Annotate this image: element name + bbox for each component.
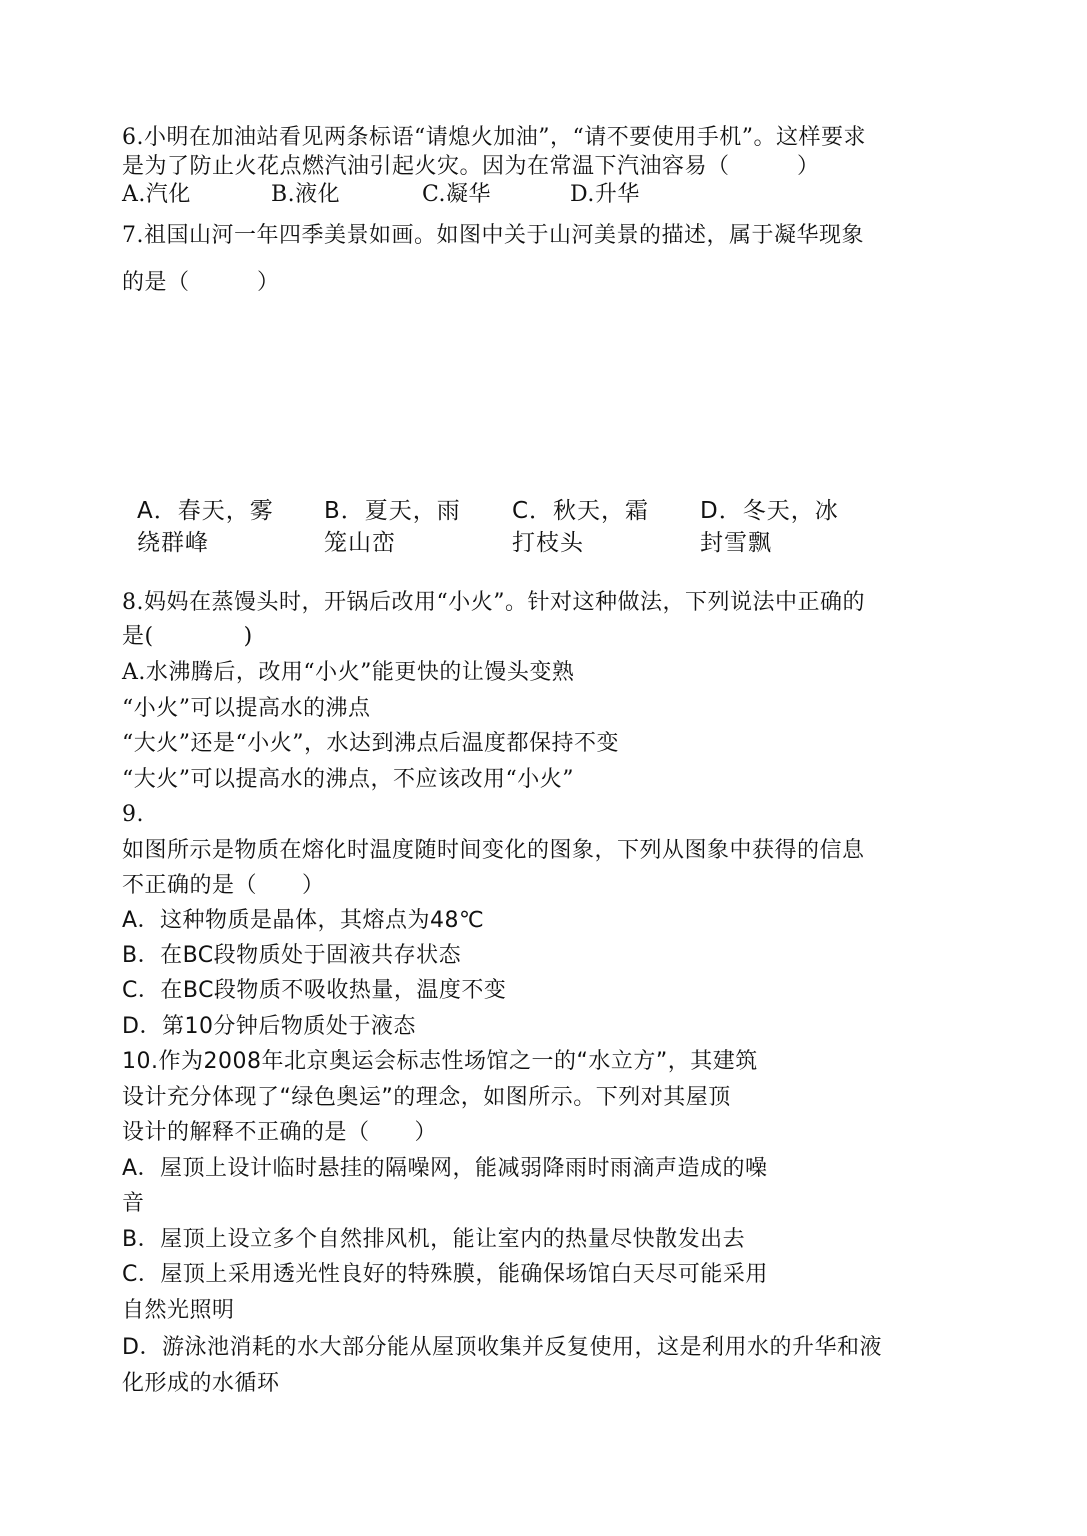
q8-stem-line2: 是( ) — [122, 624, 253, 649]
q8-option-b: “小火”可以提高水的沸点 — [122, 696, 371, 721]
q9-option-c: C．在BC段物质不吸收热量，温度不变 — [122, 978, 507, 1003]
q10-stem-line1: 10.作为2008年北京奥运会标志性场馆之一的“水立方”，其建筑 — [122, 1049, 758, 1074]
q10-stem-line3: 设计的解释不正确的是（ ） — [122, 1120, 438, 1145]
q9-option-b: B．在BC段物质处于固液共存状态 — [122, 943, 462, 968]
q6-option-a: A.汽化 — [122, 182, 191, 207]
q7-stem-line2: 的是（ ） — [122, 270, 280, 295]
q10-option-b: B．屋顶上设立多个自然排风机，能让室内的热量尽快散发出去 — [122, 1227, 746, 1252]
q9-number: 9. — [122, 802, 144, 827]
q9-stem-line1: 如图所示是物质在熔化时温度随时间变化的图象，下列从图象中获得的信息 — [122, 838, 865, 863]
q7-option-b-line2: 笼山峦 — [324, 530, 396, 556]
q10-option-d-line1: D．游泳池消耗的水大部分能从屋顶收集并反复使用，这是利用水的升华和液 — [122, 1335, 882, 1360]
q7-option-b-line1: B．夏天，雨 — [324, 498, 461, 524]
q10-stem-line2: 设计充分体现了“绿色奥运”的理念，如图所示。下列对其屋顶 — [122, 1085, 731, 1110]
q6-option-b: B.液化 — [271, 182, 341, 207]
q8-option-a: A.水沸腾后，改用“小火”能更快的让馒头变熟 — [122, 660, 575, 685]
q8-option-c: “大火”还是“小火”，水达到沸点后温度都保持不变 — [122, 731, 619, 756]
q7-option-d-line1: D．冬天，冰 — [700, 498, 839, 524]
q10-option-c-line1: C．屋顶上采用透光性良好的特殊膜，能确保场馆白天尽可能采用 — [122, 1262, 768, 1287]
q7-figure-area — [122, 300, 942, 490]
q9-option-a: A．这种物质是晶体，其熔点为48℃ — [122, 908, 485, 933]
q7-option-a-line2: 绕群峰 — [137, 530, 209, 556]
q6-stem-line2: 是为了防止火花点燃汽油引起火灾。因为在常温下汽油容易（ ） — [122, 154, 820, 179]
q6-option-c: C.凝华 — [422, 182, 492, 207]
q7-option-a-line1: A．春天，雾 — [137, 498, 274, 524]
q7-option-c-line2: 打枝头 — [512, 530, 584, 556]
q7-stem-line1: 7.祖国山河一年四季美景如画。如图中关于山河美景的描述，属于凝华现象 — [122, 223, 864, 248]
q6-option-d: D.升华 — [570, 182, 640, 207]
q10-option-a-line2: 音 — [122, 1191, 145, 1216]
q10-option-c-line2: 自然光照明 — [122, 1298, 235, 1323]
q10-option-d-line2: 化形成的水循环 — [122, 1371, 280, 1396]
q7-option-c-line1: C．秋天，霜 — [512, 498, 650, 524]
q6-stem-line1: 6.小明在加油站看见两条标语“请熄火加油”，“请不要使用手机”。这样要求 — [122, 125, 866, 150]
q8-stem-line1: 8.妈妈在蒸馒头时，开锅后改用“小火”。针对这种做法，下列说法中正确的 — [122, 590, 865, 615]
q9-stem-line2: 不正确的是（ ） — [122, 873, 325, 898]
q10-option-a-line1: A．屋顶上设计临时悬挂的隔噪网，能减弱降雨时雨滴声造成的噪 — [122, 1156, 768, 1181]
q7-option-d-line2: 封雪飘 — [700, 530, 772, 556]
q9-option-d: D．第10分钟后物质处于液态 — [122, 1014, 416, 1039]
q8-option-d: “大火”可以提高水的沸点，不应该改用“小火” — [122, 767, 574, 792]
